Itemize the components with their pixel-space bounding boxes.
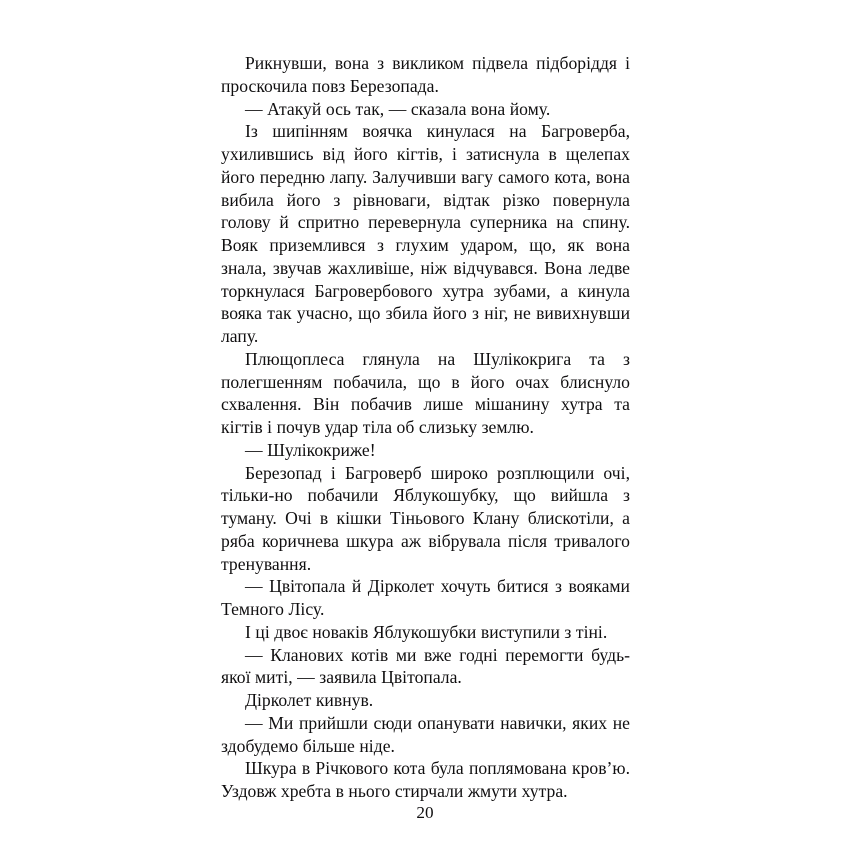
- page-number: 20: [416, 803, 434, 822]
- paragraph: Плющоплеса глянула на Шулікокрига та з полегшенням побачила, що в його очах блиснуло схвалення. Він побачив лише мішанину хутра та кігтів і почув удар тіла об слизьку землю.: [221, 348, 630, 437]
- paragraph: І ці двоє новаків Яблукошубки виступили з тіні.: [245, 621, 608, 642]
- paragraph: — Атакуй ось так, — сказала вона йому.: [245, 98, 551, 119]
- paragraph: Березопад і Багроверб широко розплющили очі, тільки-но побачили Яблукошубку, що вийшла з туману. Очі в кішки Тіньового Клану блискотіли, а ряба коричнева шкура аж вібрувала після тривалого тренування.: [221, 462, 630, 574]
- paragraph: Дірколет кивнув.: [245, 690, 374, 710]
- paragraph: Із шипінням воячка кинулася на Багроверба, ухилившись від його кігтів, і затиснула в щелепах його передню лапу. Залучивши вагу самого кота, вона вибила його з рівноваги, відтак різко повернула голову й спритно перевернула суперника на спину. Вояк приземлився з глухим ударом, що, як вона знала, звучав жахливіше, ніж відчувався. Вона ледве торкнулася Багровербового хутра зубами, а кинула вояка так учасно, що збила його з ніг, не вивихнувши лапу.: [221, 121, 630, 346]
- paragraph: — Ми прийшли сюди опанувати навички, яких не здобудемо більше ніде.: [221, 712, 630, 756]
- paragraph: Шкура в Річкового кота була поплямована кров’ю. Уздовж хребта в нього стирчали жмути хутра.: [221, 758, 630, 801]
- paragraph: — Кланових котів ми вже годні перемогти будь-якої миті, — заявила Цвітопала.: [221, 644, 630, 688]
- body-text-column: [221, 52, 630, 803]
- paragraph: — Шулікокриже!: [245, 439, 376, 460]
- paragraph: Рикнувши, вона з викликом підвела підборіддя і проскочила повз Березопада.: [221, 53, 630, 96]
- paragraph: — Цвітопала й Дірколет хочуть битися з вояками Темного Лісу.: [221, 576, 630, 619]
